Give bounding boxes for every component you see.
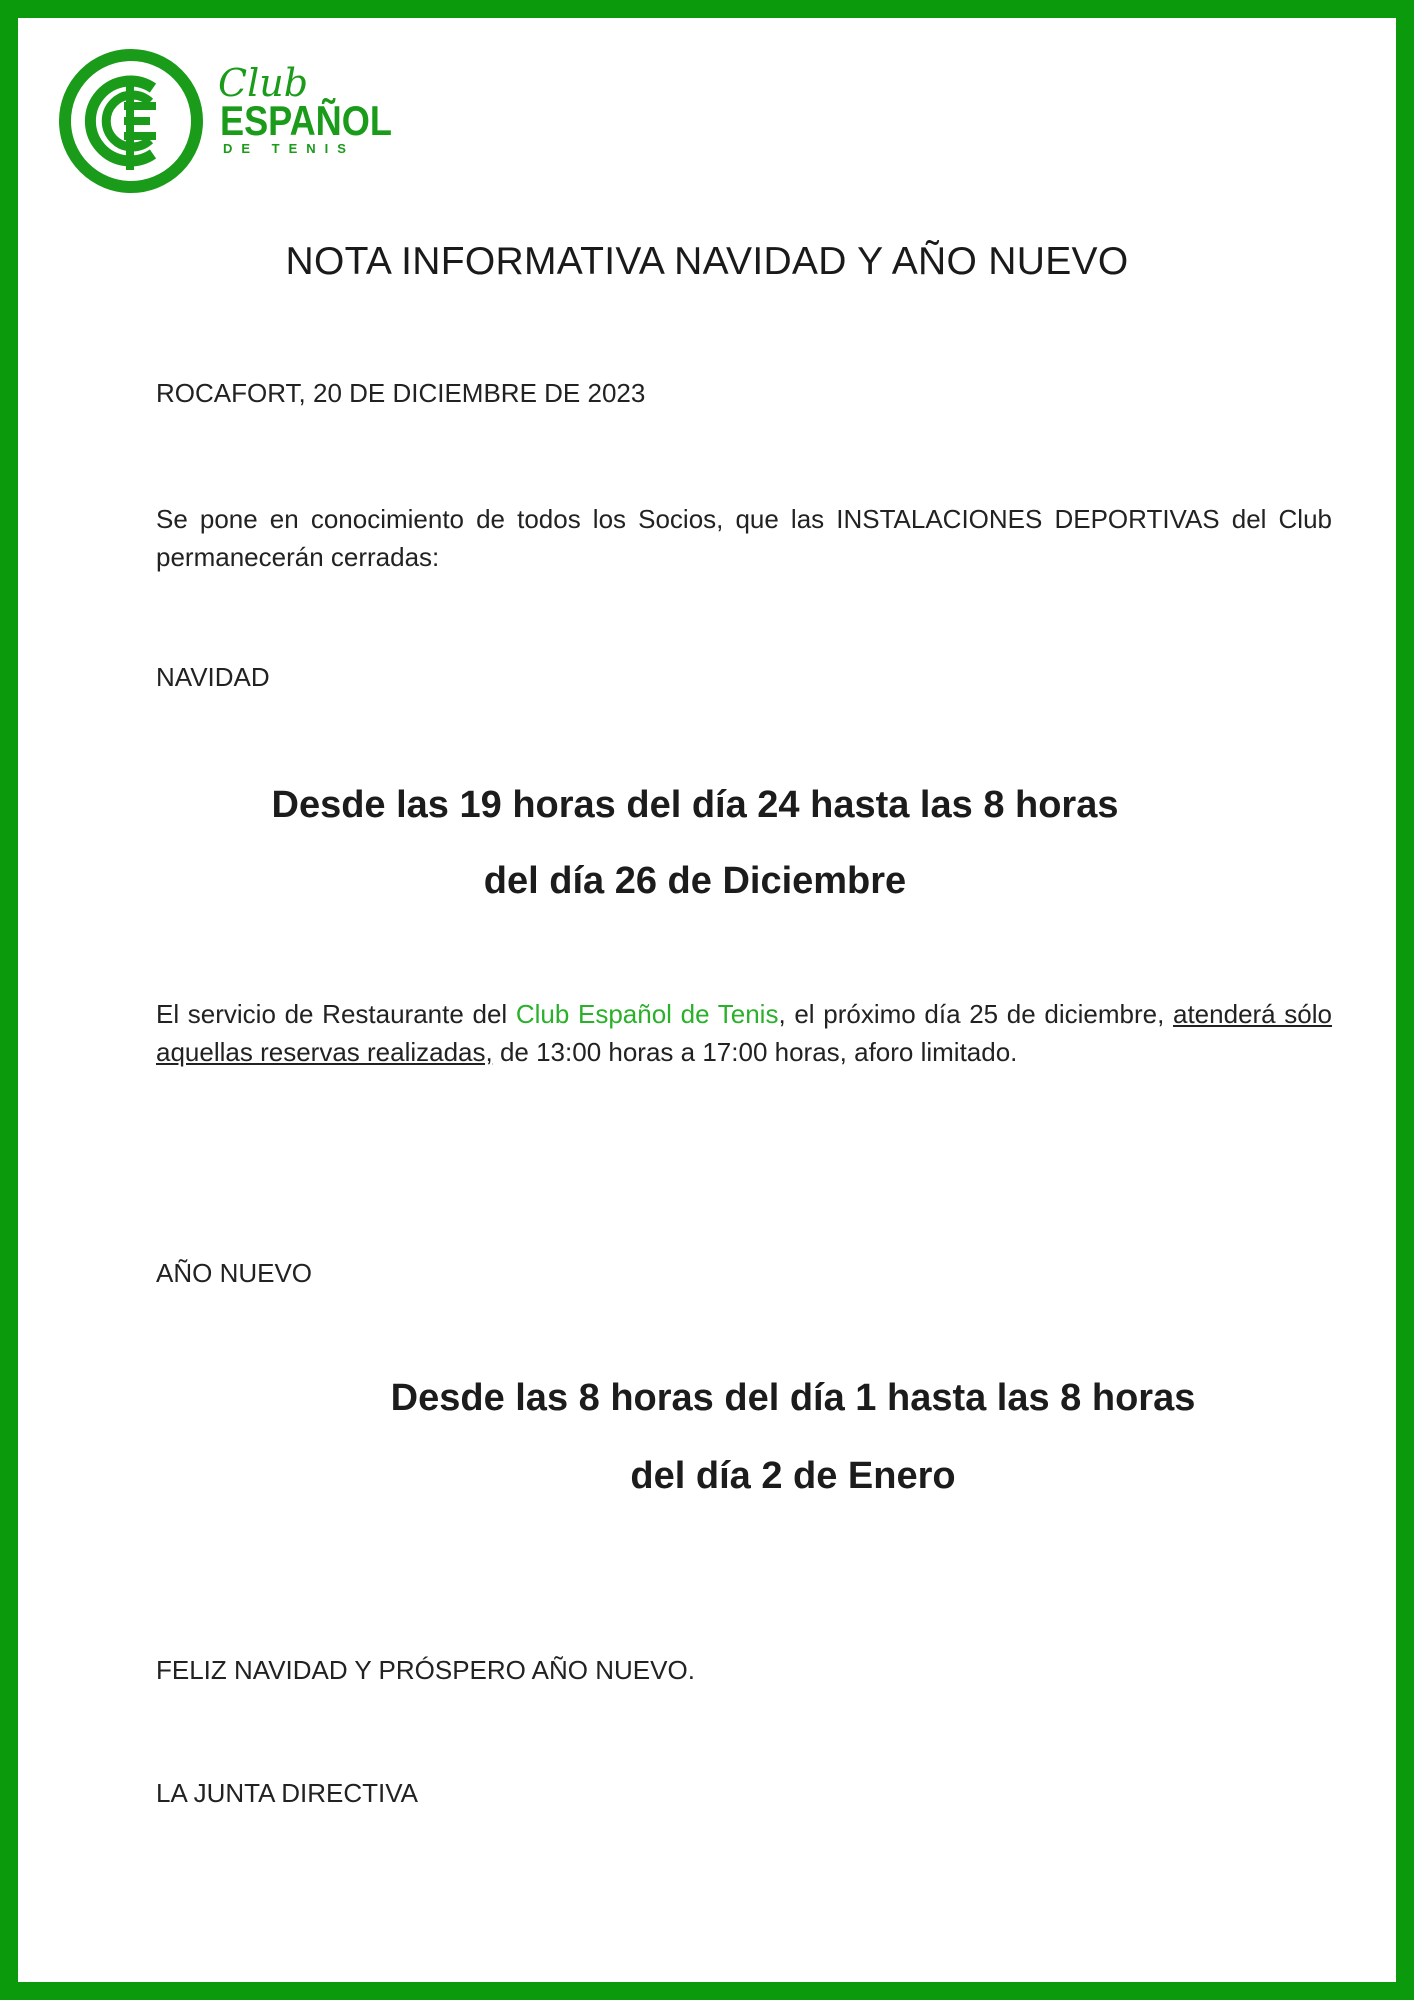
club-logo — [58, 48, 398, 198]
place-date: ROCAFORT, 20 DE DICIEMBRE DE 2023 — [156, 378, 646, 408]
signature: LA JUNTA DIRECTIVA — [156, 1778, 418, 1808]
club-name-highlight: Club Español de Tenis — [515, 999, 779, 1029]
restaurant-underlined-text: atenderá sólo aquellas reservas realizadas, — [156, 999, 1333, 1067]
restaurant-paragraph — [156, 995, 1332, 1071]
restaurant-text-1: El servicio de Restaurante del — [156, 999, 516, 1029]
ano-nuevo-line-2: del día 2 de Enero — [630, 1455, 956, 1497]
navidad-line-1: Desde las 19 horas del día 24 hasta las 8 horas — [271, 784, 1119, 826]
logo-de-tenis-text: DE TENIS — [223, 141, 355, 156]
restaurant-text-2: , el próximo día 25 de diciembre, — [778, 999, 1173, 1029]
logo-espanol-text: ESPAÑOL — [220, 97, 392, 144]
greeting: FELIZ NAVIDAD Y PRÓSPERO AÑO NUEVO. — [156, 1655, 695, 1685]
restaurant-text-3: de 13:00 horas a 17:00 horas, aforo limitado. — [492, 1037, 1018, 1067]
page-title: NOTA INFORMATIVA NAVIDAD Y AÑO NUEVO — [285, 240, 1129, 283]
intro-paragraph: Se pone en conocimiento de todos los Socios, que las INSTALACIONES DEPORTIVAS del Club permanecerán cerradas: — [156, 504, 1332, 572]
navidad-heading: NAVIDAD — [156, 662, 270, 692]
club-emblem-icon — [58, 48, 208, 198]
ano-nuevo-line-1: Desde las 8 horas del día 1 hasta las 8 horas — [390, 1377, 1196, 1419]
logo-club-text: Club — [218, 61, 309, 105]
navidad-line-2: del día 26 de Diciembre — [483, 860, 907, 902]
ano-nuevo-heading: AÑO NUEVO — [156, 1258, 313, 1288]
